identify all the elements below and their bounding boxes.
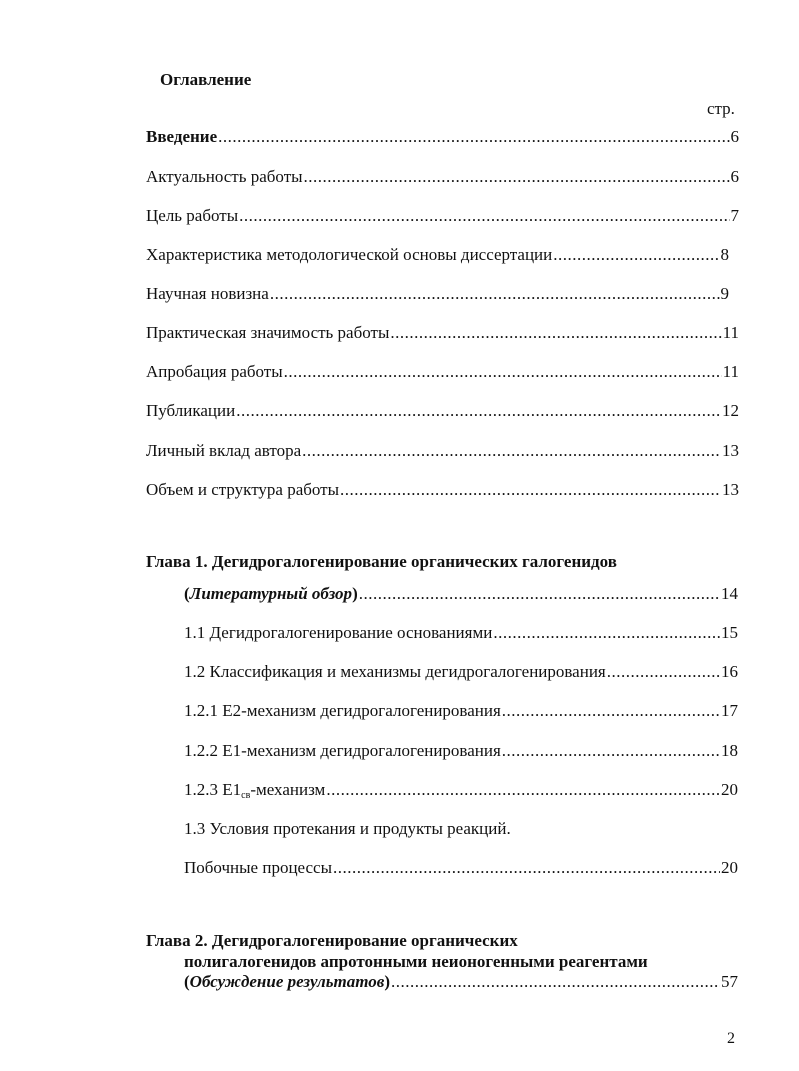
toc-entry-page: 6	[730, 127, 739, 146]
leader-dots	[333, 858, 720, 878]
toc-entry[interactable]	[146, 480, 739, 500]
toc-entry-page: 11	[722, 323, 739, 342]
leader-dots	[218, 127, 729, 147]
toc-entry-text: Цель работы	[146, 206, 239, 225]
leader-dots	[239, 206, 729, 226]
leader-dots	[340, 480, 721, 500]
e1cb-prefix: 1.2.3 Е1	[184, 780, 242, 799]
toc-entry-text: 1.1 Дегидрогалогенирование основаниями	[184, 623, 493, 642]
toc-entry-page: 17	[721, 701, 738, 720]
toc-entry-text: Побочные процессы	[184, 858, 333, 877]
leader-dots	[607, 662, 720, 682]
chapter1-subtitle-entry[interactable]	[184, 584, 738, 604]
leader-dots	[391, 972, 720, 992]
toc-section-entry-e1cb[interactable]	[184, 780, 738, 806]
toc-entry-page: 8	[720, 245, 729, 264]
toc-entry-text: 1.2.1 Е2-механизм дегидрогалогенирования	[184, 701, 501, 720]
toc-section-entry[interactable]	[184, 662, 738, 682]
e1cb-suffix: -механизм	[250, 780, 326, 799]
leader-dots	[304, 167, 730, 187]
toc-entry[interactable]	[146, 323, 739, 343]
leader-dots	[270, 284, 720, 304]
toc-entry-page: 13	[722, 441, 739, 460]
toc-entry-page: 13	[722, 480, 739, 499]
leader-dots	[553, 245, 719, 265]
toc-entry-page: 11	[722, 362, 739, 381]
results-discussion-label: Обсуждение результатов	[189, 972, 385, 991]
toc-entry-text: Характеристика методологической основы диссертации	[146, 245, 553, 264]
toc-entry[interactable]	[146, 245, 729, 265]
toc-entry-text: Публикации	[146, 401, 236, 420]
toc-entry-page: 14	[721, 584, 738, 603]
toc-entry-page: 7	[730, 206, 739, 225]
toc-entry[interactable]	[146, 362, 739, 382]
toc-entry[interactable]	[146, 284, 729, 304]
toc-entry-text: Научная новизна	[146, 284, 269, 303]
toc-entry-page: 20	[721, 858, 738, 877]
chapter2-heading-line1[interactable]: Глава 2. Дегидрогалогенирование органических	[146, 931, 518, 950]
toc-entry-text: Практическая значимость работы	[146, 323, 390, 342]
chapter1-heading[interactable]: Глава 1. Дегидрогалогенирование органических галогенидов	[146, 552, 617, 571]
leader-dots	[502, 701, 720, 721]
toc-entry-page: 15	[721, 623, 738, 642]
toc-entry-text: Апробация работы	[146, 362, 283, 381]
toc-entry-text: Объем и структура работы	[146, 480, 340, 499]
toc-entry-text	[184, 780, 325, 806]
leader-dots	[493, 623, 720, 643]
paren-close: )	[352, 584, 358, 603]
toc-entry-introduction[interactable]	[146, 127, 739, 147]
toc-entry-text: Введение	[146, 127, 218, 146]
toc-section-entry[interactable]	[184, 623, 738, 643]
leader-dots	[284, 362, 722, 382]
toc-entry-page: 9	[720, 284, 729, 303]
toc-title: Оглавление	[160, 70, 252, 89]
toc-section-entry[interactable]	[184, 741, 738, 761]
toc-entry-page: 16	[721, 662, 738, 681]
paren-open: (	[184, 972, 190, 991]
toc-entry-text: 1.2 Классификация и механизмы дегидрогалогенирования	[184, 662, 606, 681]
leader-dots	[302, 441, 721, 461]
page-column-label: стр.	[707, 99, 735, 118]
leader-dots	[326, 780, 720, 800]
leader-dots	[359, 584, 720, 604]
toc-entry-text: Актуальность работы	[146, 167, 303, 186]
toc-entry[interactable]	[146, 401, 739, 421]
paren-open: (	[184, 584, 190, 603]
toc-entry[interactable]	[146, 206, 739, 226]
chapter2-subtitle-entry[interactable]	[184, 972, 738, 992]
toc-entry-page: 18	[721, 741, 738, 760]
toc-entry-page: 6	[730, 167, 739, 186]
chapter2-heading-line2[interactable]: полигалогенидов апротонными неионогенными реагентами	[184, 952, 648, 971]
leader-dots	[502, 741, 720, 761]
toc-entry-page: 12	[722, 401, 739, 420]
toc-entry-page: 20	[721, 780, 738, 799]
toc-entry[interactable]	[146, 167, 739, 187]
toc-entry-text: 1.2.2 Е1-механизм дегидрогалогенирования	[184, 741, 501, 760]
toc-entry-page: 57	[721, 972, 738, 991]
leader-dots	[390, 323, 721, 343]
toc-entry-text: Личный вклад автора	[146, 441, 302, 460]
toc-section-entry[interactable]	[184, 701, 738, 721]
page-number: 2	[727, 1030, 735, 1047]
e1cb-subscript: cв	[241, 790, 251, 801]
paren-close: )	[384, 972, 391, 991]
toc-section-1-3-line1[interactable]: 1.3 Условия протекания и продукты реакций.	[184, 819, 511, 838]
leader-dots	[236, 401, 721, 421]
literature-review-label: Литературный обзор	[189, 584, 353, 603]
toc-entry-text	[184, 584, 358, 604]
toc-entry[interactable]	[146, 441, 739, 461]
toc-entry-text	[184, 972, 390, 992]
toc-section-1-3-line2[interactable]	[184, 858, 738, 878]
